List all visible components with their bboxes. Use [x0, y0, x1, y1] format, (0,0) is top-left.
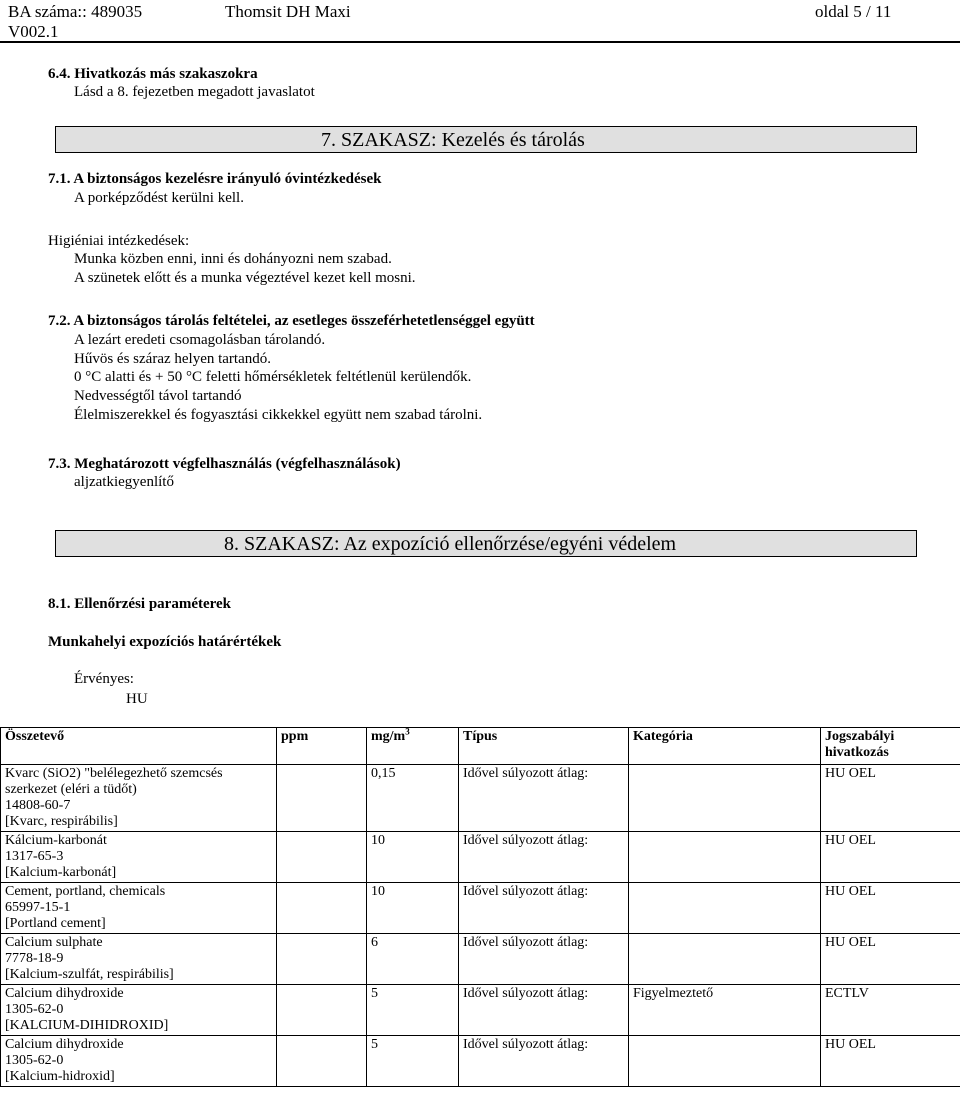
table-row: [1, 985, 960, 1036]
mgm3-cell: 6: [367, 934, 459, 985]
section-7-title: 7. SZAKASZ: Kezelés és tárolás: [321, 129, 585, 151]
ppm-cell: [277, 765, 367, 832]
section-7-2-heading: 7.2. A biztonságos tárolás feltételei, az esetleges összeférhetetlenséggel együtt: [48, 313, 535, 329]
component-cell: Kálcium-karbonát 1317-65-3 [Kalcium-karbonát]: [1, 832, 277, 883]
valid-label: Érvényes:: [74, 671, 134, 687]
section-6-4-text: Lásd a 8. fejezetben megadott javaslatot: [74, 84, 315, 100]
column-header-legal: Jogszabályi hivatkozás: [821, 728, 960, 765]
ppm-cell: [277, 883, 367, 934]
legal-cell: HU OEL: [821, 934, 960, 985]
legal-cell: ECTLV: [821, 985, 960, 1036]
category-cell: Figyelmeztető: [629, 985, 821, 1036]
table-row: [1, 934, 960, 985]
category-cell: [629, 883, 821, 934]
mgm3-cell: 10: [367, 832, 459, 883]
mgm3-cell: 0,15: [367, 765, 459, 832]
component-cell: Kvarc (SiO2) "belélegezhető szemcsés szerkezet (eléri a tüdőt) 14808-60-7 [Kvarc, respirábilis]: [1, 765, 277, 832]
section-8-title-band: [55, 530, 917, 557]
section-7-1-heading: 7.1. A biztonságos kezelésre irányuló óvintézkedések: [48, 171, 382, 187]
column-header-mgm3: $mg/m^3$: [367, 728, 459, 765]
column-header-ppm: ppm: [277, 728, 367, 765]
table-row: [1, 765, 960, 832]
legal-cell: HU OEL: [821, 765, 960, 832]
type-cell: Idővel súlyozott átlag:: [459, 934, 629, 985]
product-name: Thomsit DH Maxi: [225, 2, 351, 21]
table-row: [1, 1036, 960, 1087]
storage-line: Nedvességtől távol tartandó: [74, 388, 242, 404]
storage-line: 0 °C alatti és + 50 °C feletti hőmérsékletek feltétlenül kerülendők.: [74, 369, 472, 385]
category-cell: [629, 934, 821, 985]
section-6-4-heading: 6.4. Hivatkozás más szakaszokra: [48, 66, 258, 82]
section-7-3-text: aljzatkiegyenlítő: [74, 474, 174, 490]
legal-cell: HU OEL: [821, 883, 960, 934]
valid-value: HU: [126, 691, 148, 707]
category-cell: [629, 765, 821, 832]
section-7-1-text: A porképződést kerülni kell.: [74, 190, 244, 206]
storage-line: Hűvös és száraz helyen tartandó.: [74, 351, 272, 367]
component-cell: Cement, portland, chemicals 65997-15-1 [Portland cement]: [1, 883, 277, 934]
ppm-cell: [277, 985, 367, 1036]
type-cell: Idővel súlyozott átlag:: [459, 1036, 629, 1087]
legal-cell: HU OEL: [821, 1036, 960, 1087]
hygiene-line: A szünetek előtt és a munka végeztével kezet kell mosni.: [74, 270, 416, 286]
column-header-type: Típus: [459, 728, 629, 765]
table-row: [1, 883, 960, 934]
table-header-row: [1, 728, 960, 765]
column-header-component: Összetevő: [1, 728, 277, 765]
exposure-limits-heading: Munkahelyi expozíciós határértékek: [48, 634, 282, 650]
mgm3-cell: 5: [367, 985, 459, 1036]
type-cell: Idővel súlyozott átlag:: [459, 985, 629, 1036]
type-cell: Idővel súlyozott átlag:: [459, 765, 629, 832]
page-number: oldal 5 / 11: [815, 2, 892, 21]
section-8-title: 8. SZAKASZ: Az expozíció ellenőrzése/egyéni védelem: [224, 533, 677, 555]
column-header-category: Kategória: [629, 728, 821, 765]
legal-cell: HU OEL: [821, 832, 960, 883]
section-8-1-heading: 8.1. Ellenőrzési paraméterek: [48, 596, 232, 612]
component-cell: Calcium dihydroxide 1305-62-0 [Kalcium-hidroxid]: [1, 1036, 277, 1087]
mgm3-cell: 5: [367, 1036, 459, 1087]
ppm-cell: [277, 934, 367, 985]
header-divider: [0, 41, 960, 43]
version: V002.1: [8, 22, 59, 41]
ppm-cell: [277, 832, 367, 883]
component-cell: Calcium dihydroxide 1305-62-0 [KALCIUM-DIHIDROXID]: [1, 985, 277, 1036]
table-row: [1, 832, 960, 883]
section-7-3-heading: 7.3. Meghatározott végfelhasználás (végfelhasználások): [48, 456, 401, 472]
storage-line: Élelmiszerekkel és fogyasztási cikkekkel együtt nem szabad tárolni.: [74, 407, 483, 423]
type-cell: Idővel súlyozott átlag:: [459, 883, 629, 934]
ppm-cell: [277, 1036, 367, 1087]
mgm3-cell: 10: [367, 883, 459, 934]
type-cell: Idővel súlyozott átlag:: [459, 832, 629, 883]
exposure-limits-table: [0, 727, 960, 1087]
hygiene-line: Munka közben enni, inni és dohányozni nem szabad.: [74, 251, 392, 267]
section-7-title-band: [55, 126, 917, 153]
storage-line: A lezárt eredeti csomagolásban tárolandó.: [74, 332, 326, 348]
hygiene-label: Higiéniai intézkedések:: [48, 233, 190, 249]
category-cell: [629, 832, 821, 883]
document-number: BA száma:: 489035: [8, 2, 143, 21]
component-cell: Calcium sulphate 7778-18-9 [Kalcium-szulfát, respirábilis]: [1, 934, 277, 985]
category-cell: [629, 1036, 821, 1087]
